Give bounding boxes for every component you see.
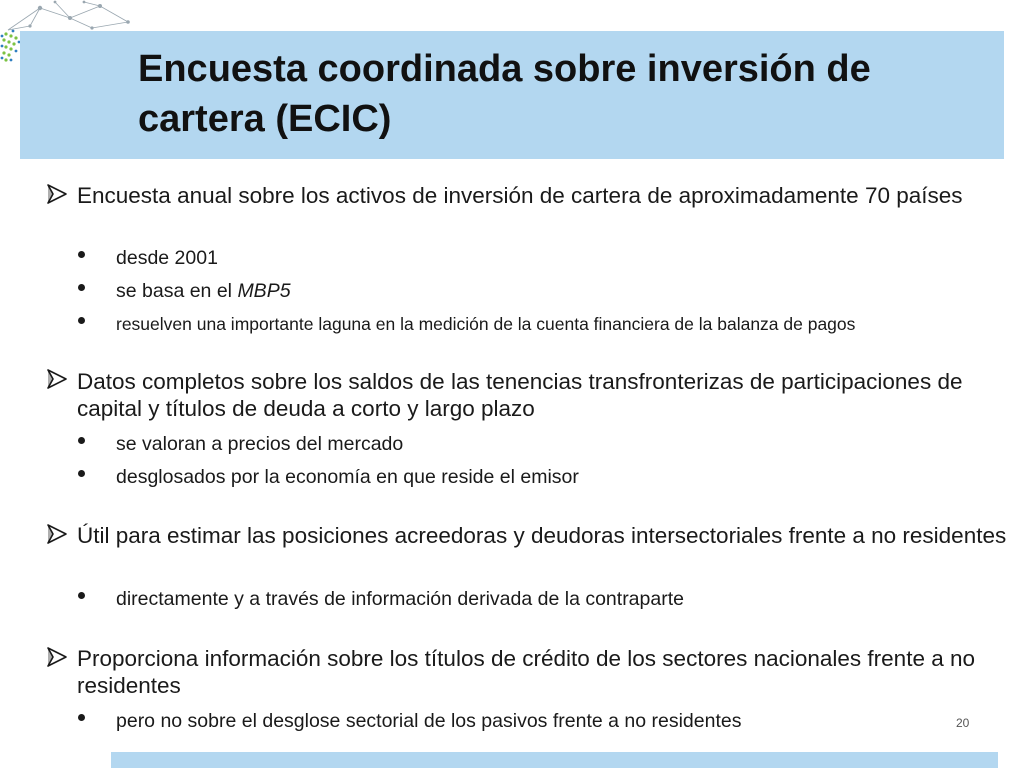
dot-bullet-icon — [78, 284, 85, 291]
sub-bullet-text: desglosados por la economía en que reside el emisor — [116, 466, 579, 488]
mbp5-emphasis: MBP5 — [237, 280, 291, 302]
arrowhead-bullet-icon — [45, 368, 69, 390]
dot-bullet-icon — [78, 437, 85, 444]
dot-bullet-icon — [78, 317, 85, 324]
bottom-band — [111, 752, 998, 768]
arrowhead-bullet-icon — [45, 523, 69, 545]
sub-bullet-text: se basa en el MBP5 — [116, 280, 291, 302]
bullet-text: Útil para estimar las posiciones acreedoras y deudoras intersectoriales frente a no residentes — [77, 523, 1007, 548]
dot-bullet-icon — [78, 592, 85, 599]
sub-bullet-text: pero no sobre el desglose sectorial de los pasivos frente a no residentes — [116, 710, 742, 732]
bullet-text: Datos completos sobre los saldos de las tenencias transfronterizas de participaciones de capital y títulos de deuda a corto y largo plazo — [77, 369, 963, 421]
bullet-text: Encuesta anual sobre los activos de inversión de cartera de aproximadamente 70 países — [77, 183, 963, 208]
sub-bullet-text: resuelven una importante laguna en la medición de la cuenta financiera de la balanza de pagos — [116, 314, 856, 334]
sub-bullet-text: desde 2001 — [116, 247, 218, 269]
arrowhead-bullet-icon — [45, 183, 69, 205]
sub-bullet-text: se valoran a precios del mercado — [116, 433, 404, 455]
dot-bullet-icon — [78, 714, 85, 721]
arrowhead-bullet-icon — [45, 646, 69, 668]
sub-bullet-text: directamente y a través de información derivada de la contraparte — [116, 588, 684, 610]
dot-bullet-icon — [78, 251, 85, 258]
bullet-text: Proporciona información sobre los títulos de crédito de los sectores nacionales frente a no residentes — [77, 646, 976, 698]
dot-bullet-icon — [78, 470, 85, 477]
slide-title: Encuesta coordinada sobre inversión de cartera (ECIC) — [138, 48, 871, 140]
page-number: 20 — [956, 716, 970, 730]
